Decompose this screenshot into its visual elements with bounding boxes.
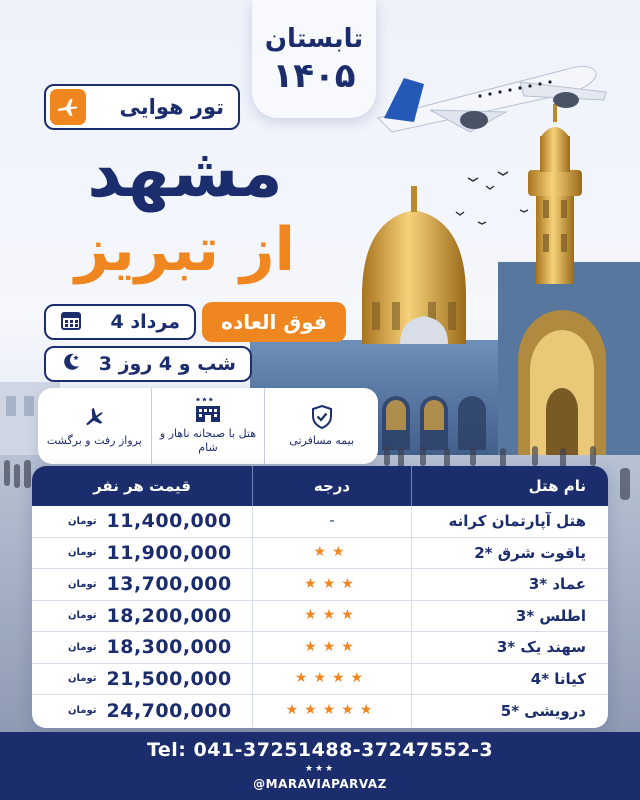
moon-icon — [60, 351, 82, 378]
price-currency: تومان — [68, 515, 97, 527]
hotel-icon — [192, 397, 224, 423]
table-body — [32, 506, 608, 727]
price-cell — [32, 542, 252, 564]
header-price: قیمت هر نفر — [93, 477, 191, 495]
duration-pill — [44, 346, 252, 382]
special-offer-badge: فوق العاده — [202, 302, 346, 342]
price-currency: تومان — [68, 547, 97, 559]
service-flight-label: پرواز رفت و برگشت — [46, 434, 142, 447]
price-currency: تومان — [68, 641, 97, 653]
departure-date-pill — [44, 304, 196, 340]
table-row — [32, 569, 608, 601]
tour-type-label: تور هوایی — [119, 95, 224, 119]
price-cell — [32, 636, 252, 658]
price-currency: تومان — [68, 610, 97, 622]
season-label: تابستان — [264, 24, 364, 54]
hotel-stars: - — [252, 506, 412, 538]
footer — [0, 732, 640, 800]
price-cell — [32, 510, 252, 532]
destination-title: مشهد — [87, 134, 283, 213]
table-row — [32, 664, 608, 696]
header-hotel: نام هتل — [528, 477, 586, 495]
service-hotel-label: هتل با صبحانه ناهار و شام — [159, 427, 257, 454]
price-value: 24,700,000 — [106, 699, 232, 722]
price-currency: تومان — [68, 673, 97, 685]
hotel-stars: ★★★ — [252, 632, 412, 664]
services-strip — [38, 388, 378, 464]
header-stars: درجه — [252, 466, 412, 506]
hotel-name: هتل آپارتمان کرانه — [448, 512, 586, 531]
hotel-name: کیانا *4 — [530, 669, 586, 688]
service-hotel — [151, 388, 265, 464]
table-header — [32, 466, 608, 506]
year-label: ۱۴۰۵ — [272, 56, 356, 96]
hotel-stars: ★★★★★ — [252, 695, 412, 727]
tour-type-tag — [44, 84, 240, 130]
price-table — [32, 466, 608, 728]
airplane-icon — [50, 89, 86, 125]
shield-check-icon — [310, 404, 334, 430]
price-value: 11,900,000 — [106, 541, 232, 564]
airplane-icon — [81, 404, 107, 430]
price-value: 18,200,000 — [106, 604, 232, 627]
hotel-name: عماد *3 — [528, 575, 586, 594]
table-row — [32, 695, 608, 727]
price-currency: تومان — [68, 705, 97, 717]
duration-text: 3 شب و 4 روز — [98, 353, 236, 375]
hotel-name: اطلس *3 — [515, 606, 586, 625]
price-value: 11,400,000 — [106, 510, 232, 533]
price-cell — [32, 605, 252, 627]
phone-numbers[interactable]: Tel: 041-37251488-37247552-3 — [146, 739, 494, 761]
hotel-name: سهند یک *3 — [496, 638, 586, 657]
hotel-stars: ★★★ — [252, 600, 412, 632]
service-insurance — [264, 388, 378, 464]
price-cell — [32, 668, 252, 690]
airplane-illustration — [378, 66, 606, 132]
hotel-name: درویشی *5 — [500, 701, 586, 720]
table-row — [32, 506, 608, 538]
table-row — [32, 632, 608, 664]
hotel-stars: ★★★★ — [252, 663, 412, 695]
price-cell — [32, 700, 252, 722]
hotel-stars: ★★ — [252, 537, 412, 569]
price-value: 13,700,000 — [106, 573, 232, 596]
service-flight — [38, 388, 151, 464]
calendar-icon — [60, 309, 82, 336]
price-currency: تومان — [68, 578, 97, 590]
price-value: 18,300,000 — [106, 636, 232, 659]
footer-stars: ★★★ — [304, 764, 336, 774]
hotel-name: یاقوت شرق *2 — [474, 543, 586, 562]
table-row — [32, 538, 608, 570]
price-value: 21,500,000 — [106, 667, 232, 690]
service-insurance-label: بیمه مسافرتی — [289, 434, 355, 447]
season-badge — [252, 0, 376, 118]
departure-date: 4 مرداد — [110, 311, 180, 333]
social-handle[interactable]: @MARAVIAPARVAZ — [253, 777, 387, 791]
hotel-stars: ★★★ — [252, 569, 412, 601]
table-row — [32, 601, 608, 633]
price-cell — [32, 573, 252, 595]
origin-title: از تبریز — [74, 215, 296, 285]
